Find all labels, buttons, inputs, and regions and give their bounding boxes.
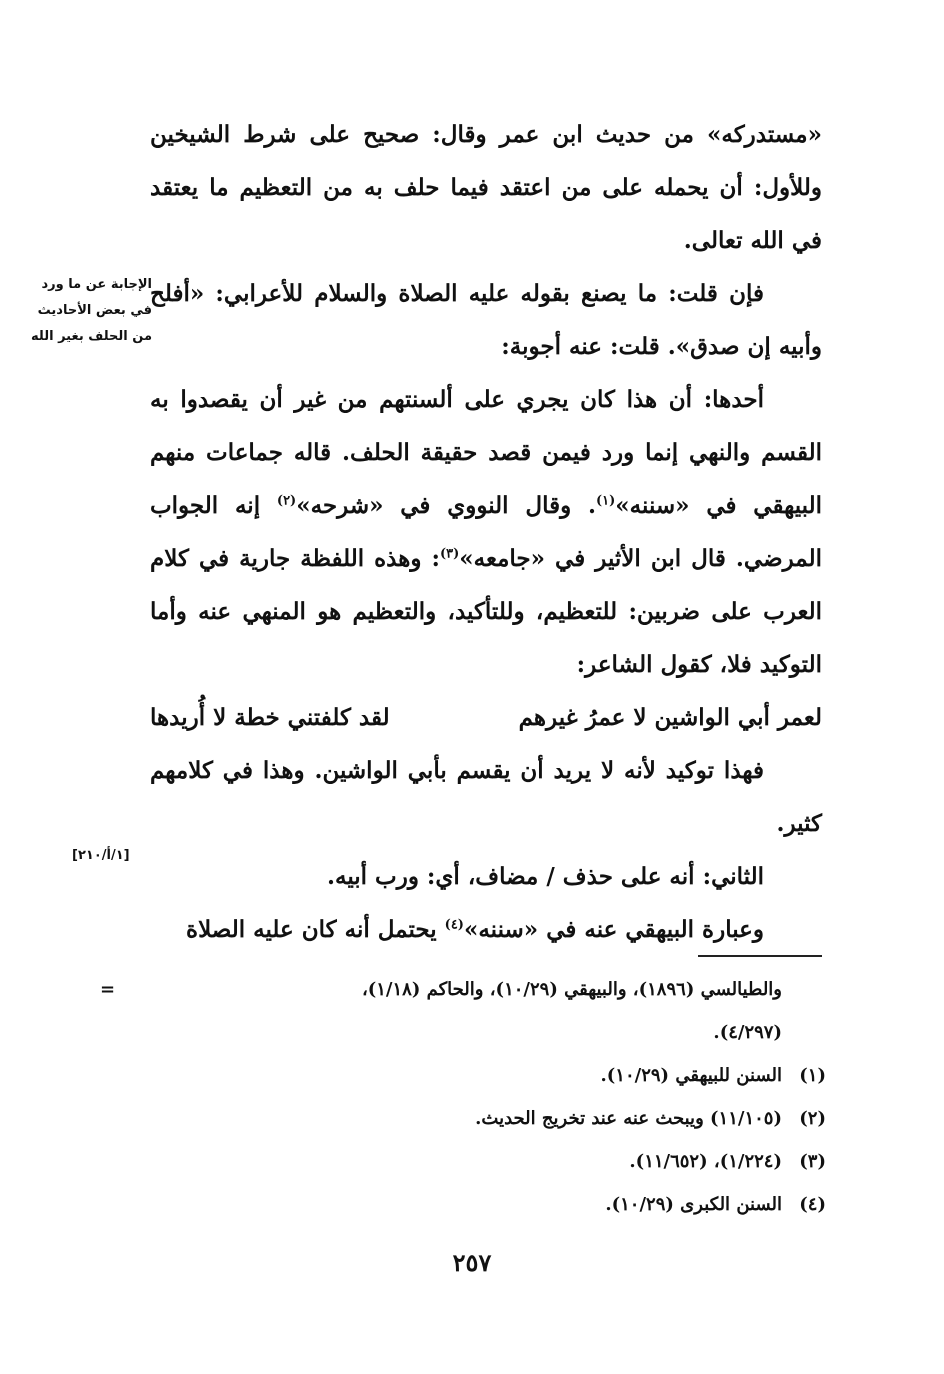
main-text: [150, 108, 822, 956]
footnote-number: (١): [799, 1065, 826, 1086]
continuation-mark: =: [100, 979, 116, 1000]
footnote-3: [106, 1140, 826, 1183]
footnote-ref-3[interactable]: (٣): [440, 546, 460, 562]
paragraph-5: الثاني: أنه على حذف / مضاف، أي: ورب أبيه.: [326, 863, 764, 890]
footnote-text: السنن الكبرى (١٠/٢٩).: [605, 1194, 782, 1215]
footnote-1: [106, 1054, 826, 1097]
paragraph-2: فإن قلت: ما يصنع بقوله عليه الصلاة والسلام للأعرابي: «أفلح وأبيه إن صدق». قلت: عنه أجوبة:: [150, 280, 822, 360]
footnote-text: (١/٢٢٤)، (١١/٦٥٢).: [629, 1151, 782, 1172]
footnote-text: السنن للبيهقي (١٠/٢٩).: [600, 1065, 782, 1086]
footnote-divider: [698, 955, 822, 957]
paragraph-6: وعبارة البيهقي عنه في «سننه»$^{(٤)}$ يحتمل أنه كان عليه الصلاة: [186, 916, 764, 943]
footnote-text: (١١/١٠٥) ويبحث عنه عند تخريج الحديث.: [475, 1108, 782, 1129]
footnote-ref-4[interactable]: (٤): [444, 917, 464, 933]
manuscript-folio-marker: [١/أ/٢١٠]: [72, 848, 130, 863]
footnote-number: (٣): [799, 1151, 826, 1172]
page-number: ٢٥٧: [452, 1248, 492, 1277]
margin-heading: الإجابة عن ما ورد في بعض الأحاديث من الحلف بغير الله: [31, 277, 152, 344]
footnote-4: [106, 1183, 826, 1226]
poetry-verse: [150, 691, 822, 744]
answer-one-lead: أحدها:: [703, 386, 764, 413]
footnote-continuation-line2: (٤/٢٩٧).: [713, 1022, 782, 1043]
footnote-2: [106, 1097, 826, 1140]
paragraph-3: أحدها: أن هذا كان يجري على ألسنتهم من غير أن يقصدوا به القسم والنهي إنما ورد فيمن قصد حقيقة الحلف. قاله جماعات منهم البيهقي في «سننه»$^{(١)}$. وقال النووي في «شرحه»$^{(٢)}$ إنه الجواب المرضي. قال ابن الأثير في «جامعه»$^{(٣)}$: وهذه اللفظة جارية في كلام العرب على ضربين: للتعظيم، وللتأكيد، والتعظيم هو المنهي عنه وأما التوكيد فلا، كقول الشاعر:: [150, 386, 822, 678]
footnote-continuation: والطيالسي (١٨٩٦)، والبيهقي (١٠/٢٩)، والحاكم (١/١٨)، =: [106, 968, 826, 1011]
footnote-ref-1[interactable]: (١): [596, 493, 616, 509]
footnote-ref-2[interactable]: (٢): [276, 493, 297, 509]
footnotes: [100, 968, 826, 1226]
verse-second-hemistich: لقد كلفتني خطة لا أُريدها: [150, 704, 390, 731]
answer-two-lead: الثاني:: [702, 863, 764, 890]
footnote-number: (٢): [799, 1108, 826, 1129]
paragraph-1: «مستدركه» من حديث ابن عمر وقال: صحيح على شرط الشيخين وللأول: أن يحمله على من اعتقد فيما حلف به من التعظيم ما يعتقد في الله تعالى.: [150, 121, 822, 254]
verse-first-hemistich: لعمر أبي الواشين لا عمرُ غيرهم: [518, 704, 822, 731]
paragraph-4: فهذا توكيد لأنه لا يريد أن يقسم بأبي الواشين. وهذا في كلامهم كثير.: [150, 757, 822, 837]
footnote-number: (٤): [799, 1194, 826, 1215]
